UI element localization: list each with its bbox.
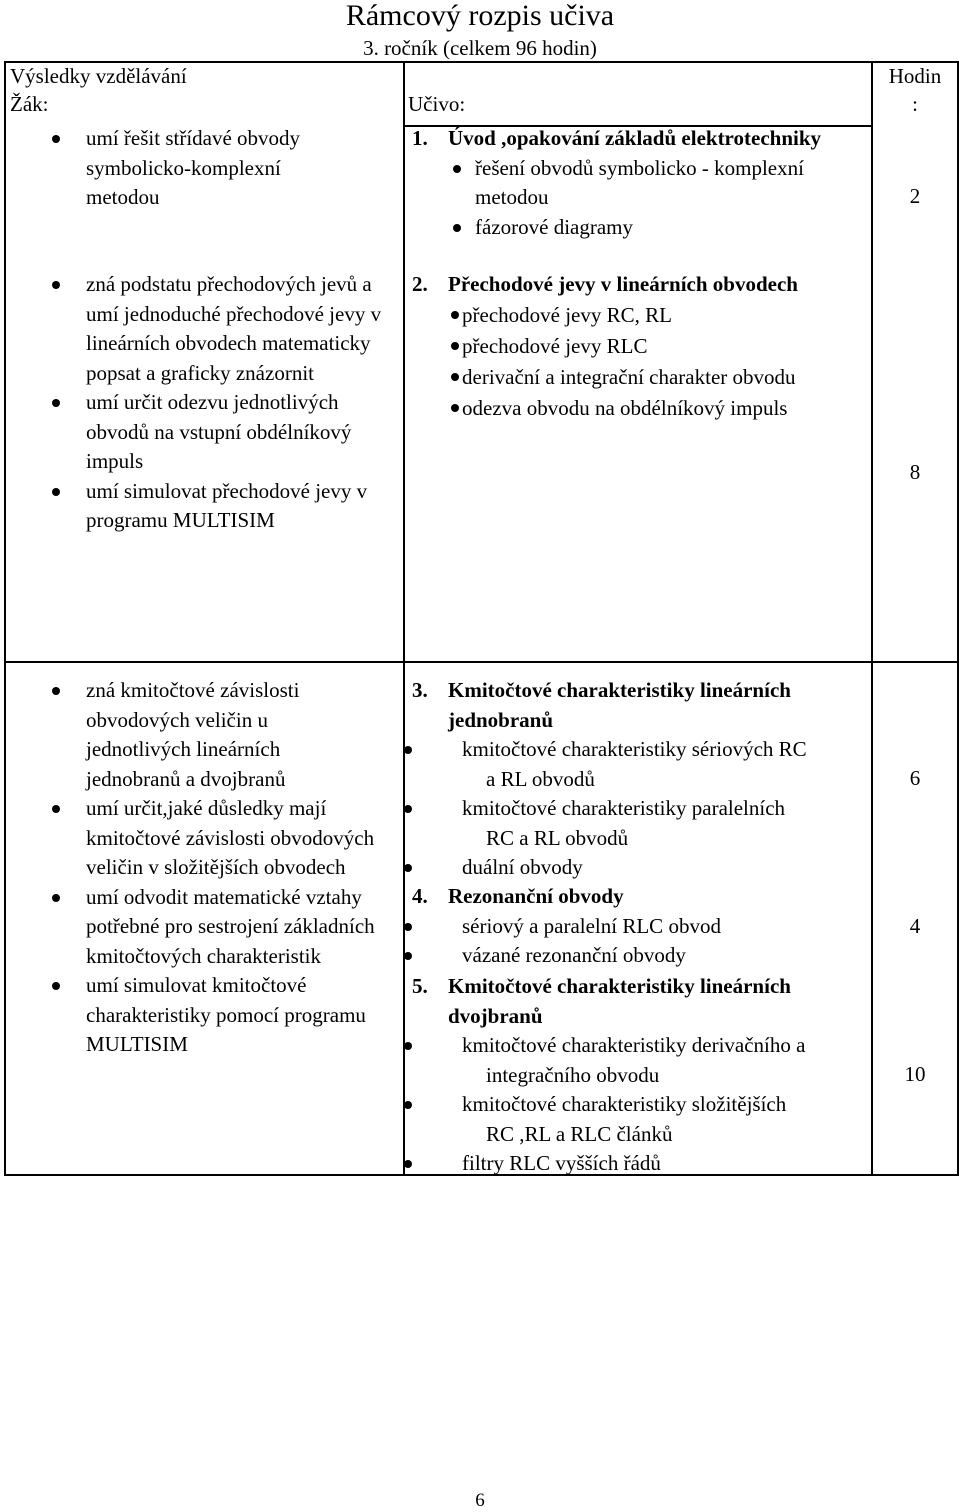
list-item: řešení obvodů symbolicko - komplexní metodou [404,154,860,213]
list-item: kmitočtové charakteristiky složitějších RC ,RL a RLC článků [404,1090,870,1149]
outcomes-block-1b [6,270,398,536]
content-section-5 [404,972,870,1179]
page-subtitle: 3. ročník (celkem 96 hodin) [363,36,597,60]
outcomes-header-student: Žák: [10,92,49,116]
list-item: umí simulovat kmitočtové charakteristiky pomocí programu MULTISIM [6,971,398,1060]
list-item: derivační a integrační charakter obvodu [404,362,870,393]
outcomes-block-1a [6,124,386,213]
list-item: fázorové diagramy [404,213,860,243]
section-heading [404,882,870,912]
outcomes-header-title: Výsledky vzdělávání [10,64,187,88]
list-item: kmitočtové charakteristiky paralelních RC a RL obvodů [404,794,870,853]
list-item: duální obvody [404,853,870,883]
content-section-4 [404,882,870,971]
table-border-right [957,61,959,1176]
section-title: Kmitočtové charakteristiky lineárních dvojbranů [448,974,791,1028]
outcomes-block-2 [6,676,398,1060]
section-title: Kmitočtové charakteristiky lineárních jednobranů [448,678,791,732]
list-item: kmitočtové charakteristiky sériových RC a RL obvodů [404,735,870,794]
hours-section-2: 8 [909,460,921,484]
content-section-3 [404,676,870,883]
page-number: 6 [475,1490,485,1511]
section-title: Úvod ,opakování základů elektrotechniky [448,126,822,150]
hours-header: Hodin : [888,64,942,116]
list-item: zná kmitočtové závislosti obvodových veličin u jednotlivých lineárních jednobranů a dvojbranů [6,676,398,794]
row-divider [4,661,959,663]
list-item: odezva obvodu na obdélníkový impuls [404,393,870,424]
section-heading [404,124,870,154]
list-item: kmitočtové charakteristiky derivačního a integračního obvodu [404,1031,870,1090]
page-title: Rámcový rozpis učiva [345,0,615,32]
content-section-2 [404,270,870,424]
content-section-1 [404,124,870,242]
section-heading [404,676,870,735]
section-title: Rezonanční obvody [448,884,624,908]
hours-section-1: 2 [909,184,921,208]
section-number: 4. [412,884,428,908]
section-number: 2. [412,272,428,296]
list-item: zná podstatu přechodových jevů a umí jednoduché přechodové jevy v lineárních obvodech matematicky popsat a graficky znázornit [6,270,398,388]
section-heading [404,972,870,1031]
hours-section-4: 4 [909,914,921,938]
list-item: přechodové jevy RLC [404,331,870,362]
list-item: umí určit,jaké důsledky mají kmitočtové závislosti obvodových veličin v složitějších obvodech [6,794,398,883]
list-item: umí řešit střídavé obvody symbolicko-komplexní metodou [6,124,386,213]
list-item: sériový a paralelní RLC obvod [404,912,870,942]
section-number: 5. [412,974,428,998]
content-header: Učivo: [408,92,466,116]
list-item: umí odvodit matematické vztahy potřebné pro sestrojení základních kmitočtových charakteristik [6,883,398,972]
section-number: 1. [412,126,428,150]
list-item: vázané rezonanční obvody [404,941,870,971]
section-heading [404,270,870,300]
outcomes-header [10,62,400,118]
list-item: filtry RLC vyšších řádů [404,1149,870,1179]
hours-section-5: 10 [904,1062,926,1086]
section-title: Přechodové jevy v lineárních obvodech [448,272,798,296]
section-number: 3. [412,678,428,702]
list-item: umí určit odezvu jednotlivých obvodů na vstupní obdélníkový impuls [6,388,398,477]
column-divider-2 [871,61,873,1176]
list-item: umí simulovat přechodové jevy v programu MULTISIM [6,477,398,536]
hours-section-3: 6 [909,766,921,790]
list-item: přechodové jevy RC, RL [404,300,870,331]
